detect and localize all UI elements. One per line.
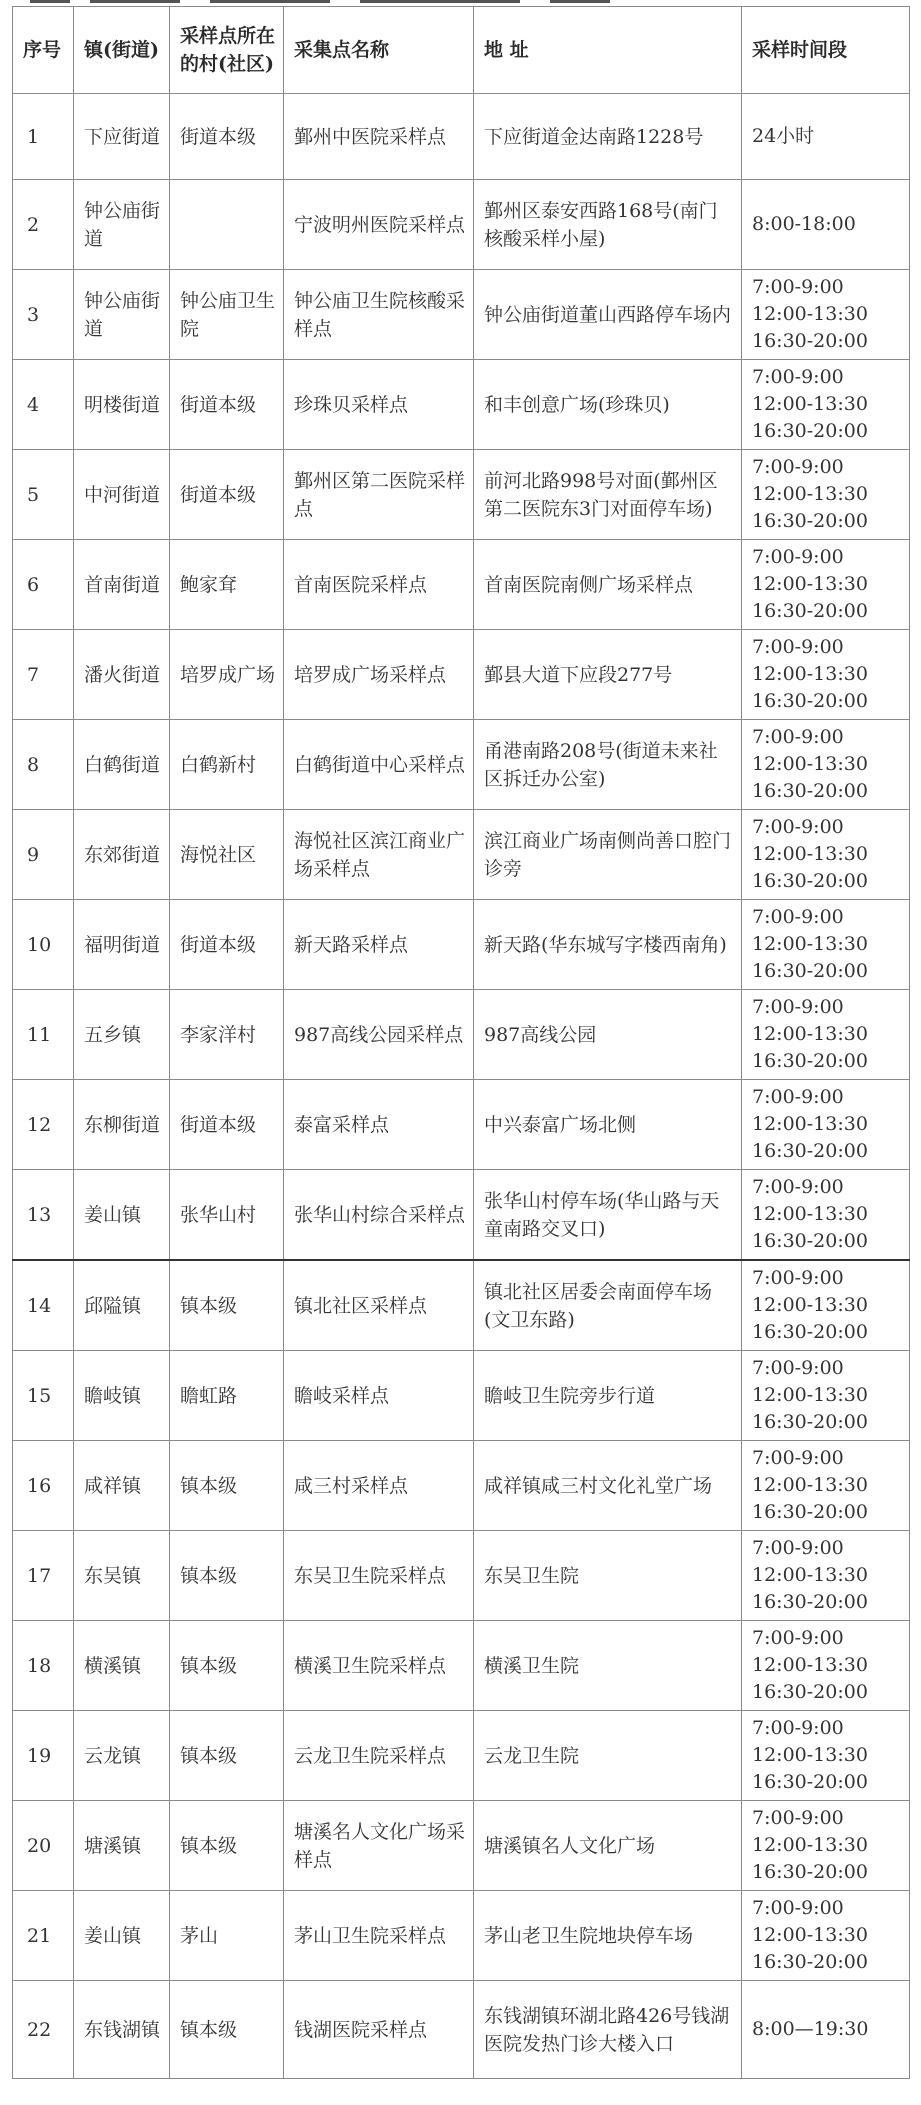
cell-site: 镇北社区采样点 (284, 1260, 474, 1351)
cell-site: 张华山村综合采样点 (284, 1170, 474, 1261)
cell-hours: 7:00-9:00 12:00-13:30 16:30-20:00 (742, 540, 910, 630)
table-row (13, 1621, 910, 1711)
table-row (13, 1441, 910, 1531)
cell-village: 海悦社区 (170, 810, 284, 900)
cell-site: 鄞州中医院采样点 (284, 94, 474, 180)
cell-address: 云龙卫生院 (474, 1711, 742, 1801)
cell-town: 姜山镇 (74, 1170, 170, 1261)
cell-hours: 7:00-9:00 12:00-13:30 16:30-20:00 (742, 1801, 910, 1891)
cell-index: 1 (13, 94, 74, 180)
cell-town: 东钱湖镇 (74, 1981, 170, 2079)
cell-address: 鄞州区泰安西路168号(南门核酸采样小屋) (474, 180, 742, 270)
cell-address: 镇北社区居委会南面停车场(文卫东路) (474, 1260, 742, 1351)
cell-index: 6 (13, 540, 74, 630)
cell-address: 钟公庙街道董山西路停车场内 (474, 270, 742, 360)
cell-village: 街道本级 (170, 900, 284, 990)
cell-village: 街道本级 (170, 360, 284, 450)
table-row (13, 810, 910, 900)
cell-site: 987高线公园采样点 (284, 990, 474, 1080)
cell-index: 18 (13, 1621, 74, 1711)
cell-site: 横溪卫生院采样点 (284, 1621, 474, 1711)
cell-village: 街道本级 (170, 1080, 284, 1170)
cell-index: 17 (13, 1531, 74, 1621)
cell-village: 街道本级 (170, 450, 284, 540)
table-row (13, 540, 910, 630)
cell-hours: 7:00-9:00 12:00-13:30 16:30-20:00 (742, 270, 910, 360)
cell-town: 邱隘镇 (74, 1260, 170, 1351)
table-row (13, 990, 910, 1080)
cell-town: 下应街道 (74, 94, 170, 180)
table-row (13, 1801, 910, 1891)
cell-site: 培罗成广场采样点 (284, 630, 474, 720)
cell-site: 首南医院采样点 (284, 540, 474, 630)
header-site: 采集点名称 (284, 7, 474, 94)
cell-hours: 7:00-9:00 12:00-13:30 16:30-20:00 (742, 1351, 910, 1441)
table-row (13, 94, 910, 180)
cell-site: 茅山卫生院采样点 (284, 1891, 474, 1981)
header-town: 镇(街道) (74, 7, 170, 94)
cell-index: 14 (13, 1260, 74, 1351)
cell-town: 五乡镇 (74, 990, 170, 1080)
cell-site: 海悦社区滨江商业广场采样点 (284, 810, 474, 900)
table-header-row (13, 7, 910, 94)
cell-village: 张华山村 (170, 1170, 284, 1261)
header-address: 地 址 (474, 7, 742, 94)
cell-index: 22 (13, 1981, 74, 2079)
cell-site: 瞻岐采样点 (284, 1351, 474, 1441)
cell-address: 咸祥镇咸三村文化礼堂广场 (474, 1441, 742, 1531)
cell-site: 塘溪名人文化广场采样点 (284, 1801, 474, 1891)
cell-address: 中兴泰富广场北侧 (474, 1080, 742, 1170)
table-row (13, 1260, 910, 1351)
cell-index: 8 (13, 720, 74, 810)
cell-index: 20 (13, 1801, 74, 1891)
cropped-title-line (20, 0, 900, 4)
cell-hours: 7:00-9:00 12:00-13:30 16:30-20:00 (742, 900, 910, 990)
cell-hours: 7:00-9:00 12:00-13:30 16:30-20:00 (742, 810, 910, 900)
table-row (13, 360, 910, 450)
cell-village (170, 180, 284, 270)
cell-address: 鄞县大道下应段277号 (474, 630, 742, 720)
cell-town: 瞻岐镇 (74, 1351, 170, 1441)
cell-address: 下应街道金达南路1228号 (474, 94, 742, 180)
cell-hours: 7:00-9:00 12:00-13:30 16:30-20:00 (742, 360, 910, 450)
table-row (13, 450, 910, 540)
cell-village: 李家洋村 (170, 990, 284, 1080)
cell-town: 咸祥镇 (74, 1441, 170, 1531)
cell-village: 镇本级 (170, 1801, 284, 1891)
cell-index: 21 (13, 1891, 74, 1981)
cell-index: 2 (13, 180, 74, 270)
cell-town: 东吴镇 (74, 1531, 170, 1621)
cell-hours: 7:00-9:00 12:00-13:30 16:30-20:00 (742, 1080, 910, 1170)
cell-index: 11 (13, 990, 74, 1080)
cell-village: 镇本级 (170, 1621, 284, 1711)
cell-index: 5 (13, 450, 74, 540)
table-row (13, 1711, 910, 1801)
cell-town: 塘溪镇 (74, 1801, 170, 1891)
cell-index: 15 (13, 1351, 74, 1441)
cell-town: 云龙镇 (74, 1711, 170, 1801)
cell-town: 东郊街道 (74, 810, 170, 900)
cell-site: 东吴卫生院采样点 (284, 1531, 474, 1621)
cell-index: 19 (13, 1711, 74, 1801)
cell-hours: 8:00-18:00 (742, 180, 910, 270)
cell-index: 7 (13, 630, 74, 720)
cell-hours: 7:00-9:00 12:00-13:30 16:30-20:00 (742, 1711, 910, 1801)
cell-village: 茅山 (170, 1891, 284, 1981)
cell-town: 东柳街道 (74, 1080, 170, 1170)
cell-address: 东钱湖镇环湖北路426号钱湖医院发热门诊大楼入口 (474, 1981, 742, 2079)
cell-hours: 7:00-9:00 12:00-13:30 16:30-20:00 (742, 720, 910, 810)
cell-hours: 7:00-9:00 12:00-13:30 16:30-20:00 (742, 1441, 910, 1531)
cell-index: 10 (13, 900, 74, 990)
cell-address: 张华山村停车场(华山路与天童南路交叉口) (474, 1170, 742, 1261)
cell-address: 新天路(华东城写字楼西南角) (474, 900, 742, 990)
cell-site: 钱湖医院采样点 (284, 1981, 474, 2079)
cell-village: 鲍家耷 (170, 540, 284, 630)
cell-address: 茅山老卫生院地块停车场 (474, 1891, 742, 1981)
cell-index: 4 (13, 360, 74, 450)
cell-hours: 7:00-9:00 12:00-13:30 16:30-20:00 (742, 630, 910, 720)
cell-village: 培罗成广场 (170, 630, 284, 720)
cell-town: 福明街道 (74, 900, 170, 990)
cell-village: 镇本级 (170, 1981, 284, 2079)
cell-site: 珍珠贝采样点 (284, 360, 474, 450)
cell-address: 甬港南路208号(街道未来社区拆迁办公室) (474, 720, 742, 810)
cell-hours: 7:00-9:00 12:00-13:30 16:30-20:00 (742, 990, 910, 1080)
table-row (13, 1170, 910, 1261)
cell-village: 瞻虹路 (170, 1351, 284, 1441)
sampling-sites-table (12, 6, 910, 2079)
table-row (13, 180, 910, 270)
cell-hours: 7:00-9:00 12:00-13:30 16:30-20:00 (742, 450, 910, 540)
cell-address: 东吴卫生院 (474, 1531, 742, 1621)
table-row (13, 900, 910, 990)
cell-address: 塘溪镇名人文化广场 (474, 1801, 742, 1891)
cell-site: 新天路采样点 (284, 900, 474, 990)
table-row (13, 1351, 910, 1441)
cell-village: 白鹤新村 (170, 720, 284, 810)
cell-index: 9 (13, 810, 74, 900)
cell-site: 咸三村采样点 (284, 1441, 474, 1531)
table-row (13, 270, 910, 360)
cell-town: 白鹤街道 (74, 720, 170, 810)
table-body (13, 94, 910, 2079)
cell-address: 瞻岐卫生院旁步行道 (474, 1351, 742, 1441)
cell-site: 钟公庙卫生院核酸采样点 (284, 270, 474, 360)
cell-hours: 24小时 (742, 94, 910, 180)
table-row (13, 1080, 910, 1170)
cell-village: 镇本级 (170, 1531, 284, 1621)
table-row (13, 720, 910, 810)
cell-town: 横溪镇 (74, 1621, 170, 1711)
cell-site: 泰富采样点 (284, 1080, 474, 1170)
table-row (13, 1891, 910, 1981)
cell-hours: 7:00-9:00 12:00-13:30 16:30-20:00 (742, 1621, 910, 1711)
header-hours: 采样时间段 (742, 7, 910, 94)
cell-address: 滨江商业广场南侧尚善口腔门诊旁 (474, 810, 742, 900)
cell-village: 镇本级 (170, 1441, 284, 1531)
table-row (13, 1531, 910, 1621)
cell-town: 潘火街道 (74, 630, 170, 720)
cell-address: 和丰创意广场(珍珠贝) (474, 360, 742, 450)
cell-town: 明楼街道 (74, 360, 170, 450)
cell-village: 镇本级 (170, 1711, 284, 1801)
header-index: 序号 (13, 7, 74, 94)
cell-site: 宁波明州医院采样点 (284, 180, 474, 270)
cell-town: 钟公庙街道 (74, 270, 170, 360)
table-row (13, 630, 910, 720)
cell-address: 横溪卫生院 (474, 1621, 742, 1711)
cell-hours: 7:00-9:00 12:00-13:30 16:30-20:00 (742, 1891, 910, 1981)
cell-address: 首南医院南侧广场采样点 (474, 540, 742, 630)
cell-hours: 8:00—19:30 (742, 1981, 910, 2079)
cell-index: 3 (13, 270, 74, 360)
cell-village: 镇本级 (170, 1260, 284, 1351)
header-village: 采样点所在的村(社区) (170, 7, 284, 94)
cell-index: 12 (13, 1080, 74, 1170)
cell-index: 13 (13, 1170, 74, 1261)
cell-index: 16 (13, 1441, 74, 1531)
cell-hours: 7:00-9:00 12:00-13:30 16:30-20:00 (742, 1531, 910, 1621)
table-row (13, 1981, 910, 2079)
cell-village: 钟公庙卫生院 (170, 270, 284, 360)
cell-address: 前河北路998号对面(鄞州区第二医院东3门对面停车场) (474, 450, 742, 540)
cell-site: 白鹤街道中心采样点 (284, 720, 474, 810)
cell-address: 987高线公园 (474, 990, 742, 1080)
cell-hours: 7:00-9:00 12:00-13:30 16:30-20:00 (742, 1170, 910, 1261)
cell-site: 云龙卫生院采样点 (284, 1711, 474, 1801)
cell-town: 钟公庙街道 (74, 180, 170, 270)
cell-town: 中河街道 (74, 450, 170, 540)
cell-town: 首南街道 (74, 540, 170, 630)
cell-village: 街道本级 (170, 94, 284, 180)
cell-site: 鄞州区第二医院采样点 (284, 450, 474, 540)
cell-town: 姜山镇 (74, 1891, 170, 1981)
cell-hours: 7:00-9:00 12:00-13:30 16:30-20:00 (742, 1260, 910, 1351)
